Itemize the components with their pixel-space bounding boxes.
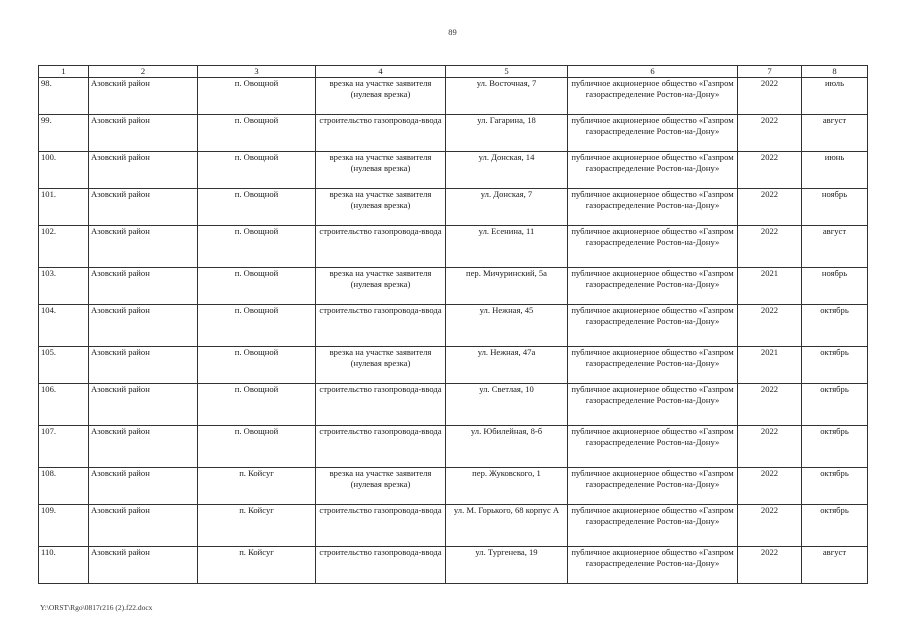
organization-cell: публичное акционерное общество «Газпром газораспределение Ростов-на-Дону» bbox=[568, 226, 738, 268]
district-cell: Азовский район bbox=[89, 505, 198, 547]
column-number-row bbox=[39, 66, 868, 78]
row-number: 107. bbox=[39, 426, 89, 468]
address-cell: ул. М. Горького, 68 корпус А bbox=[446, 505, 568, 547]
organization-cell: публичное акционерное общество «Газпром газораспределение Ростов-на-Дону» bbox=[568, 547, 738, 584]
column-header: 6 bbox=[568, 66, 738, 78]
address-cell: пер. Жуковского, 1 bbox=[446, 468, 568, 505]
work-type-cell: строительство газопровода-ввода bbox=[316, 505, 446, 547]
work-type-cell: врезка на участке заявителя (нулевая врезка) bbox=[316, 152, 446, 189]
month-cell: октябрь bbox=[802, 426, 868, 468]
settlement-cell: п. Овощной bbox=[198, 189, 316, 226]
work-type-cell: врезка на участке заявителя (нулевая врезка) bbox=[316, 347, 446, 384]
table-body bbox=[39, 78, 868, 584]
address-cell: ул. Гагарина, 18 bbox=[446, 115, 568, 152]
table-row bbox=[39, 152, 868, 189]
address-cell: ул. Нежная, 45 bbox=[446, 305, 568, 347]
column-header: 8 bbox=[802, 66, 868, 78]
settlement-cell: п. Овощной bbox=[198, 152, 316, 189]
organization-cell: публичное акционерное общество «Газпром газораспределение Ростов-на-Дону» bbox=[568, 305, 738, 347]
year-cell: 2022 bbox=[738, 78, 802, 115]
gasification-schedule-table bbox=[38, 65, 868, 584]
year-cell: 2022 bbox=[738, 305, 802, 347]
district-cell: Азовский район bbox=[89, 468, 198, 505]
row-number: 99. bbox=[39, 115, 89, 152]
year-cell: 2022 bbox=[738, 547, 802, 584]
district-cell: Азовский район bbox=[89, 115, 198, 152]
month-cell: ноябрь bbox=[802, 189, 868, 226]
settlement-cell: п. Овощной bbox=[198, 384, 316, 426]
column-header: 1 bbox=[39, 66, 89, 78]
row-number: 102. bbox=[39, 226, 89, 268]
column-header: 5 bbox=[446, 66, 568, 78]
row-number: 103. bbox=[39, 268, 89, 305]
month-cell: октябрь bbox=[802, 384, 868, 426]
district-cell: Азовский район bbox=[89, 226, 198, 268]
organization-cell: публичное акционерное общество «Газпром газораспределение Ростов-на-Дону» bbox=[568, 152, 738, 189]
month-cell: октябрь bbox=[802, 347, 868, 384]
month-cell: ноябрь bbox=[802, 268, 868, 305]
table-row bbox=[39, 384, 868, 426]
work-type-cell: строительство газопровода-ввода bbox=[316, 426, 446, 468]
address-cell: ул. Есенина, 11 bbox=[446, 226, 568, 268]
row-number: 109. bbox=[39, 505, 89, 547]
row-number: 110. bbox=[39, 547, 89, 584]
month-cell: август bbox=[802, 226, 868, 268]
year-cell: 2022 bbox=[738, 384, 802, 426]
month-cell: октябрь bbox=[802, 468, 868, 505]
work-type-cell: врезка на участке заявителя (нулевая врезка) bbox=[316, 468, 446, 505]
table-row bbox=[39, 426, 868, 468]
year-cell: 2022 bbox=[738, 505, 802, 547]
organization-cell: публичное акционерное общество «Газпром газораспределение Ростов-на-Дону» bbox=[568, 268, 738, 305]
footer-file-path: Y:\ORST\Rgo\0817r216 (2).f22.docx bbox=[40, 603, 153, 612]
settlement-cell: п. Овощной bbox=[198, 268, 316, 305]
column-header: 2 bbox=[89, 66, 198, 78]
row-number: 104. bbox=[39, 305, 89, 347]
year-cell: 2022 bbox=[738, 468, 802, 505]
organization-cell: публичное акционерное общество «Газпром газораспределение Ростов-на-Дону» bbox=[568, 347, 738, 384]
month-cell: июль bbox=[802, 78, 868, 115]
organization-cell: публичное акционерное общество «Газпром газораспределение Ростов-на-Дону» bbox=[568, 426, 738, 468]
organization-cell: публичное акционерное общество «Газпром газораспределение Ростов-на-Дону» bbox=[568, 115, 738, 152]
table-row bbox=[39, 226, 868, 268]
column-header: 3 bbox=[198, 66, 316, 78]
district-cell: Азовский район bbox=[89, 347, 198, 384]
settlement-cell: п. Овощной bbox=[198, 305, 316, 347]
district-cell: Азовский район bbox=[89, 426, 198, 468]
organization-cell: публичное акционерное общество «Газпром газораспределение Ростов-на-Дону» bbox=[568, 505, 738, 547]
table-row bbox=[39, 468, 868, 505]
settlement-cell: п. Койсуг bbox=[198, 547, 316, 584]
address-cell: ул. Юбилейная, 8-б bbox=[446, 426, 568, 468]
district-cell: Азовский район bbox=[89, 189, 198, 226]
settlement-cell: п. Овощной bbox=[198, 226, 316, 268]
organization-cell: публичное акционерное общество «Газпром газораспределение Ростов-на-Дону» bbox=[568, 384, 738, 426]
organization-cell: публичное акционерное общество «Газпром газораспределение Ростов-на-Дону» bbox=[568, 78, 738, 115]
settlement-cell: п. Овощной bbox=[198, 426, 316, 468]
row-number: 106. bbox=[39, 384, 89, 426]
work-type-cell: строительство газопровода-ввода bbox=[316, 115, 446, 152]
address-cell: ул. Восточная, 7 bbox=[446, 78, 568, 115]
month-cell: октябрь bbox=[802, 305, 868, 347]
month-cell: август bbox=[802, 115, 868, 152]
work-type-cell: строительство газопровода-ввода bbox=[316, 547, 446, 584]
settlement-cell: п. Койсуг bbox=[198, 505, 316, 547]
row-number: 105. bbox=[39, 347, 89, 384]
address-cell: ул. Донская, 14 bbox=[446, 152, 568, 189]
table-row bbox=[39, 505, 868, 547]
row-number: 98. bbox=[39, 78, 89, 115]
settlement-cell: п. Овощной bbox=[198, 347, 316, 384]
address-cell: ул. Тургенева, 19 bbox=[446, 547, 568, 584]
settlement-cell: п. Койсуг bbox=[198, 468, 316, 505]
row-number: 101. bbox=[39, 189, 89, 226]
settlement-cell: п. Овощной bbox=[198, 115, 316, 152]
district-cell: Азовский район bbox=[89, 152, 198, 189]
year-cell: 2022 bbox=[738, 426, 802, 468]
work-type-cell: врезка на участке заявителя (нулевая врезка) bbox=[316, 78, 446, 115]
column-header: 4 bbox=[316, 66, 446, 78]
address-cell: ул. Донская, 7 bbox=[446, 189, 568, 226]
organization-cell: публичное акционерное общество «Газпром газораспределение Ростов-на-Дону» bbox=[568, 468, 738, 505]
year-cell: 2021 bbox=[738, 347, 802, 384]
district-cell: Азовский район bbox=[89, 305, 198, 347]
month-cell: июнь bbox=[802, 152, 868, 189]
page-number: 89 bbox=[448, 27, 457, 37]
table-row bbox=[39, 115, 868, 152]
month-cell: август bbox=[802, 547, 868, 584]
district-cell: Азовский район bbox=[89, 547, 198, 584]
district-cell: Азовский район bbox=[89, 78, 198, 115]
work-type-cell: врезка на участке заявителя (нулевая врезка) bbox=[316, 268, 446, 305]
row-number: 108. bbox=[39, 468, 89, 505]
district-cell: Азовский район bbox=[89, 268, 198, 305]
address-cell: пер. Мичуринский, 5а bbox=[446, 268, 568, 305]
address-cell: ул. Нежная, 47а bbox=[446, 347, 568, 384]
work-type-cell: врезка на участке заявителя (нулевая врезка) bbox=[316, 189, 446, 226]
work-type-cell: строительство газопровода-ввода bbox=[316, 305, 446, 347]
organization-cell: публичное акционерное общество «Газпром газораспределение Ростов-на-Дону» bbox=[568, 189, 738, 226]
month-cell: октябрь bbox=[802, 505, 868, 547]
year-cell: 2022 bbox=[738, 226, 802, 268]
address-cell: ул. Светлая, 10 bbox=[446, 384, 568, 426]
table-row bbox=[39, 268, 868, 305]
year-cell: 2022 bbox=[738, 115, 802, 152]
work-type-cell: строительство газопровода-ввода bbox=[316, 384, 446, 426]
table-row bbox=[39, 78, 868, 115]
year-cell: 2022 bbox=[738, 152, 802, 189]
year-cell: 2021 bbox=[738, 268, 802, 305]
table-row bbox=[39, 305, 868, 347]
table-row bbox=[39, 347, 868, 384]
row-number: 100. bbox=[39, 152, 89, 189]
column-header: 7 bbox=[738, 66, 802, 78]
table-row bbox=[39, 189, 868, 226]
work-type-cell: строительство газопровода-ввода bbox=[316, 226, 446, 268]
table-row bbox=[39, 547, 868, 584]
settlement-cell: п. Овощной bbox=[198, 78, 316, 115]
year-cell: 2022 bbox=[738, 189, 802, 226]
district-cell: Азовский район bbox=[89, 384, 198, 426]
